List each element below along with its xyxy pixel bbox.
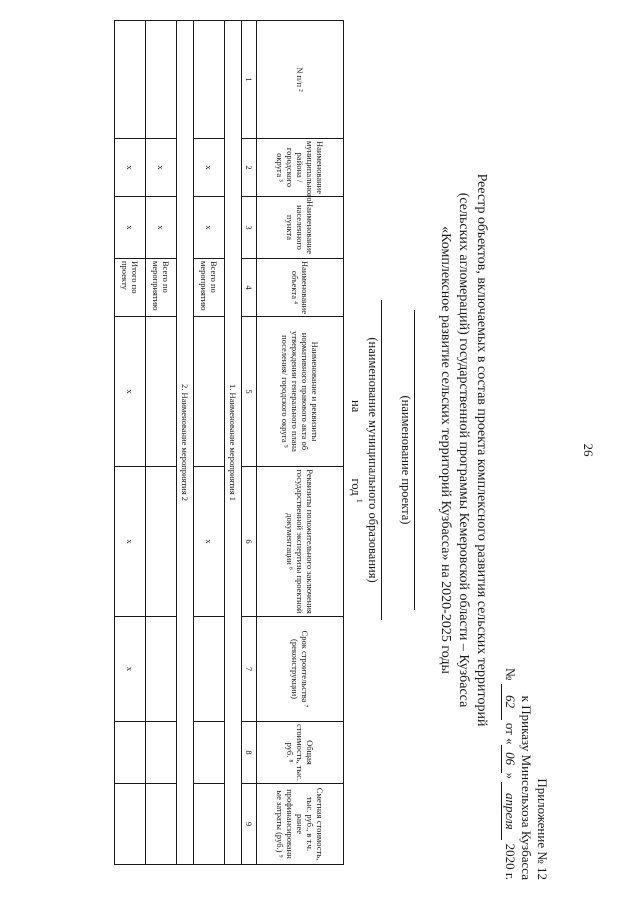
page-number: 26 bbox=[581, 443, 596, 457]
appendix-order-details bbox=[501, 590, 518, 880]
table-cell bbox=[146, 784, 177, 865]
title-line-1: Реестр объектов, включаемых в состав проекта комплексного развития сельских территорий bbox=[474, 173, 489, 727]
year-label: год bbox=[348, 478, 363, 496]
section-row-event-2 bbox=[177, 21, 194, 865]
order-year: 2020 г. bbox=[503, 843, 518, 880]
table-cell-label: Всего по мероприятию bbox=[146, 259, 177, 317]
header-cell-total-cost: Общая стоимость, тыс. руб. ⁸ bbox=[257, 722, 344, 784]
table-cell bbox=[194, 722, 225, 784]
table-cell bbox=[115, 21, 146, 139]
table-cell: х bbox=[115, 317, 146, 467]
column-number: 9 bbox=[242, 784, 257, 865]
table-row-total bbox=[115, 21, 146, 865]
table-cell bbox=[146, 617, 177, 722]
header-cell-expertise: Реквизиты положительного заключения государственной экспертизы проектной документации ⁶ bbox=[257, 467, 344, 617]
section-title-event-2: 2. Наименование мероприятия 2 bbox=[177, 21, 194, 865]
column-number: 2 bbox=[242, 139, 257, 197]
header-row bbox=[257, 21, 344, 865]
table-cell: х bbox=[115, 197, 146, 259]
table-cell: х bbox=[146, 139, 177, 197]
year-prefix: на bbox=[348, 400, 363, 413]
table-cell: х bbox=[194, 197, 225, 259]
section-title-event-1: 1. Наименование мероприятия 1 bbox=[225, 21, 242, 865]
column-number: 3 bbox=[242, 197, 257, 259]
column-number: 7 bbox=[242, 617, 257, 722]
municipality-line bbox=[381, 300, 382, 620]
table-cell: х bbox=[146, 197, 177, 259]
order-number: 62 bbox=[501, 684, 518, 720]
table-cell bbox=[146, 467, 177, 617]
appendix-number: Приложение № 12 bbox=[535, 778, 550, 880]
table-cell bbox=[194, 21, 225, 139]
table-cell bbox=[194, 317, 225, 467]
column-number: 1 bbox=[242, 21, 257, 139]
column-number: 5 bbox=[242, 317, 257, 467]
order-no-prefix: № bbox=[503, 667, 518, 681]
header-cell-district: Наименование муниципального района /городского округа ³ bbox=[257, 139, 344, 197]
project-caption: (наименование проекта) bbox=[399, 395, 413, 525]
column-number: 8 bbox=[242, 722, 257, 784]
year-footnote: 1 bbox=[355, 498, 364, 503]
municipality-caption: (наименование муниципального образования) bbox=[366, 337, 380, 583]
table-row bbox=[194, 21, 225, 865]
header-cell-object: Наименование объекта ⁴ bbox=[257, 259, 344, 317]
header-cell-estimate-cost: Сметная стоимость, тыс. руб., в т.ч. ранее профинансированн ые затраты (руб.) ⁹ bbox=[257, 784, 344, 865]
table-cell: х bbox=[115, 139, 146, 197]
table-cell bbox=[115, 784, 146, 865]
table-cell bbox=[194, 617, 225, 722]
order-month: апреля bbox=[501, 782, 518, 840]
order-day-close: » bbox=[503, 772, 518, 780]
table-cell: х bbox=[115, 467, 146, 617]
title-line-2: (сельских агломераций) государственной программы Кемеровской области – Кузбасса bbox=[456, 192, 471, 708]
table-cell-label: Всего по мероприятию bbox=[194, 259, 225, 317]
project-name-line bbox=[414, 310, 415, 610]
table-cell: х bbox=[115, 617, 146, 722]
header-cell-number: N п/п ² bbox=[257, 21, 344, 139]
header-cell-term: Срок строительства ⁷ (реконструкции) bbox=[257, 617, 344, 722]
appendix-order: к Приказу Минсельхоза Кузбасса bbox=[519, 695, 534, 880]
table-cell: х bbox=[194, 139, 225, 197]
section-row-event-1 bbox=[225, 21, 242, 865]
order-from: от « bbox=[503, 722, 518, 745]
table-cell bbox=[115, 722, 146, 784]
header-cell-legal-act: Наименование и реквизиты нормативного правового акта об утверждении генерального плана поселения/ городского округа ⁵ bbox=[257, 317, 344, 467]
table-cell-label: Итого по проекту bbox=[115, 259, 146, 317]
table-cell bbox=[146, 722, 177, 784]
order-day: 06 bbox=[501, 745, 518, 773]
table-cell bbox=[146, 21, 177, 139]
year-line bbox=[348, 400, 364, 540]
title-line-3: «Комплексное развитие сельских территорий Кузбасса» на 2020-2025 годы bbox=[438, 226, 453, 674]
column-number: 4 bbox=[242, 259, 257, 317]
table-row bbox=[146, 21, 177, 865]
column-number-row bbox=[242, 21, 257, 865]
registry-table bbox=[114, 20, 344, 865]
table-cell bbox=[194, 784, 225, 865]
header-cell-settlement: Наименование населенного пункта bbox=[257, 197, 344, 259]
table-cell bbox=[146, 317, 177, 467]
table-cell: х bbox=[194, 467, 225, 617]
column-number: 6 bbox=[242, 467, 257, 617]
